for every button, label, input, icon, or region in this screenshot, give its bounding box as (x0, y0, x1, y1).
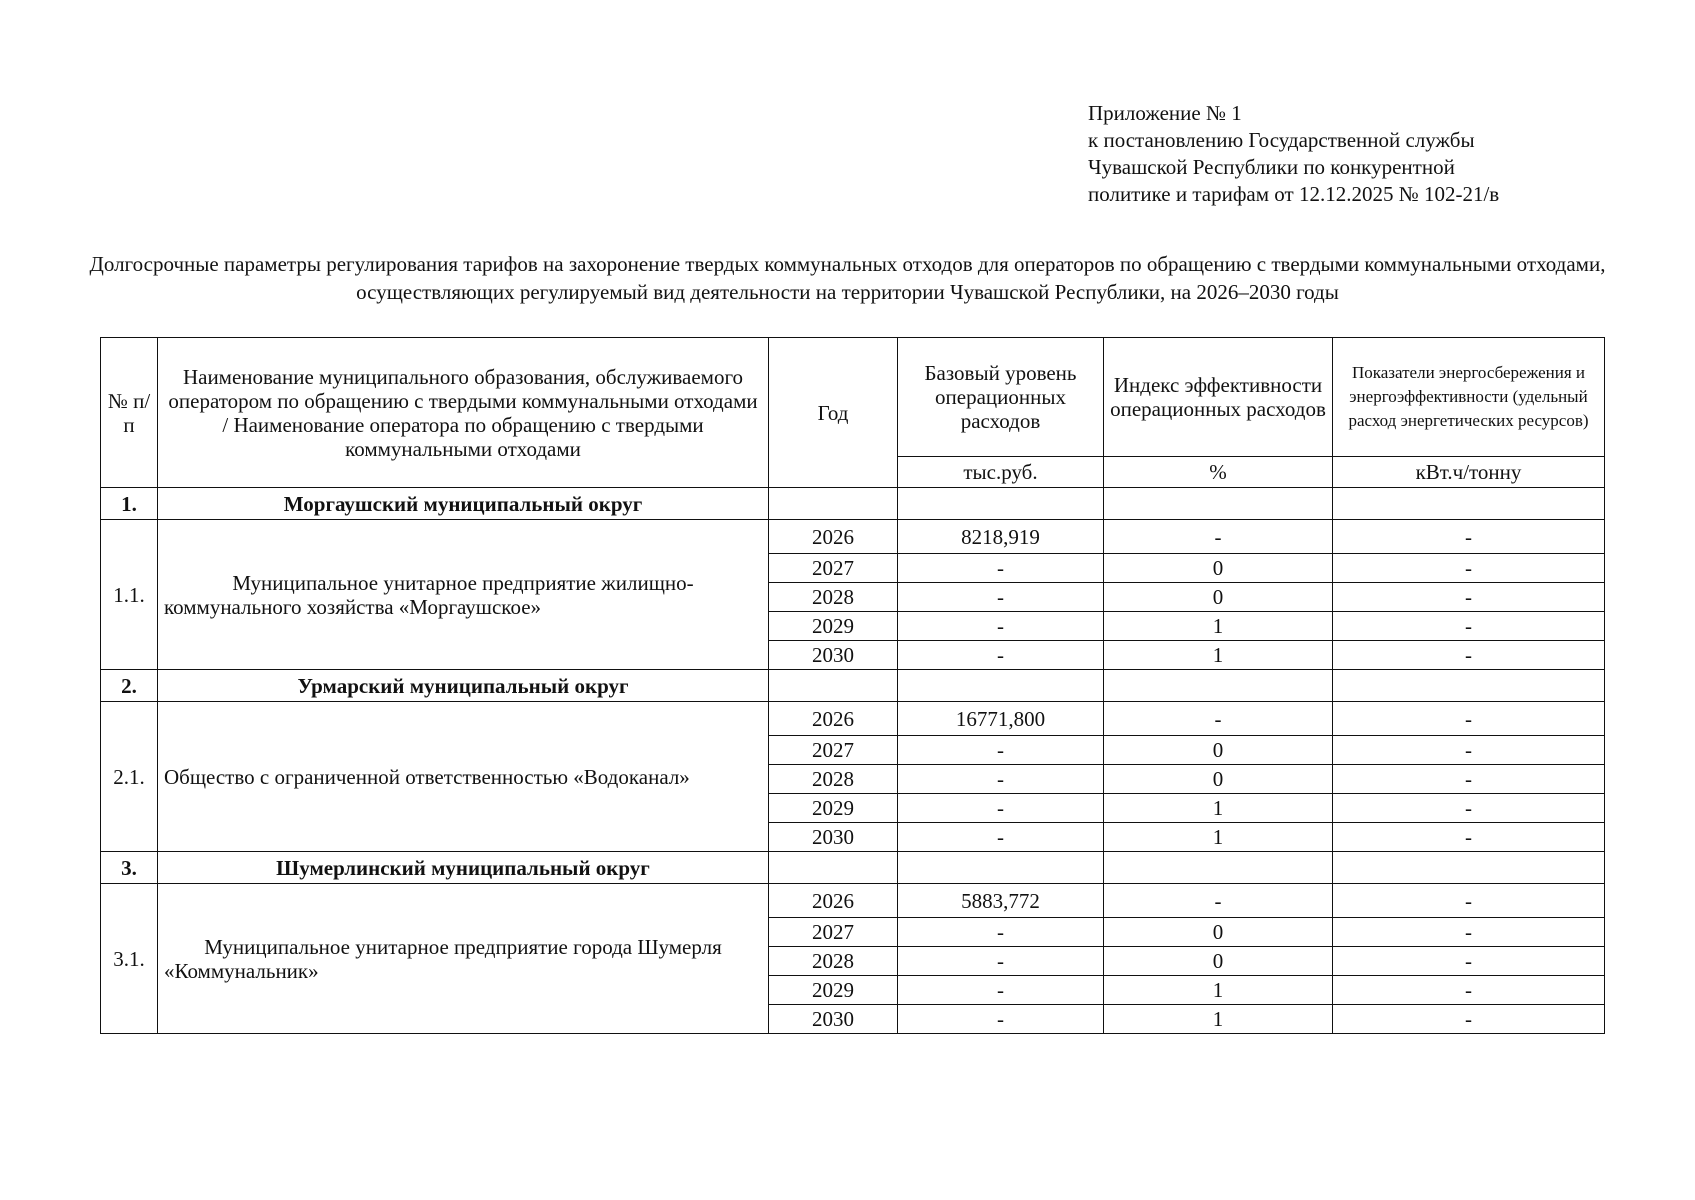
section-row (101, 670, 1605, 702)
section-empty-cell (769, 488, 898, 520)
header-year: Год (769, 338, 898, 488)
year-cell: 2026 (769, 702, 898, 736)
section-empty-cell (769, 852, 898, 884)
section-empty-cell (898, 488, 1104, 520)
subsection-number: 2.1. (101, 702, 158, 852)
base-cost-cell: - (898, 554, 1104, 583)
header-num: № п/п (101, 338, 158, 488)
energy-indicator-cell: - (1333, 736, 1605, 765)
table-row (101, 702, 1605, 736)
appendix-line: политике и тарифам от 12.12.2025 № 102-21/в (1088, 182, 1500, 206)
unit-energy: кВт.ч/тонну (1333, 457, 1605, 488)
year-cell: 2028 (769, 583, 898, 612)
base-cost-cell: - (898, 976, 1104, 1005)
header-base: Базовый уровень операционных расходов (898, 338, 1104, 457)
efficiency-index-cell: - (1104, 884, 1333, 918)
year-cell: 2026 (769, 520, 898, 554)
base-cost-cell: - (898, 918, 1104, 947)
base-cost-cell: 5883,772 (898, 884, 1104, 918)
efficiency-index-cell: 0 (1104, 765, 1333, 794)
base-cost-cell: - (898, 823, 1104, 852)
base-cost-cell: - (898, 1005, 1104, 1034)
energy-indicator-cell: - (1333, 884, 1605, 918)
efficiency-index-cell: 1 (1104, 641, 1333, 670)
base-cost-cell: - (898, 641, 1104, 670)
section-empty-cell (1333, 852, 1605, 884)
section-name: Шумерлинский муниципальный округ (158, 852, 769, 884)
appendix-line: Чувашской Республики по конкурентной (1088, 155, 1455, 179)
energy-indicator-cell: - (1333, 641, 1605, 670)
section-number: 1. (101, 488, 158, 520)
base-cost-cell: 16771,800 (898, 702, 1104, 736)
energy-indicator-cell: - (1333, 554, 1605, 583)
energy-indicator-cell: - (1333, 794, 1605, 823)
base-cost-cell: - (898, 612, 1104, 641)
section-row (101, 488, 1605, 520)
energy-indicator-cell: - (1333, 612, 1605, 641)
header-row (101, 338, 1605, 457)
year-cell: 2027 (769, 554, 898, 583)
appendix-line: к постановлению Государственной службы (1088, 128, 1475, 152)
energy-indicator-cell: - (1333, 520, 1605, 554)
energy-indicator-cell: - (1333, 918, 1605, 947)
operator-name: Муниципальное унитарное предприятие жилищно-коммунального хозяйства «Моргаушское» (158, 520, 769, 670)
year-cell: 2030 (769, 1005, 898, 1034)
operator-name: Муниципальное унитарное предприятие города Шумерля «Коммунальник» (158, 884, 769, 1034)
section-empty-cell (1333, 488, 1605, 520)
section-name: Моргаушский муниципальный округ (158, 488, 769, 520)
appendix-line: Приложение № 1 (1088, 101, 1242, 125)
section-empty-cell (1104, 670, 1333, 702)
operator-name: Общество с ограниченной ответственностью «Водоканал» (158, 702, 769, 852)
table-row (101, 520, 1605, 554)
efficiency-index-cell: 0 (1104, 947, 1333, 976)
base-cost-cell: - (898, 794, 1104, 823)
header-index: Индекс эффективности операционных расходов (1104, 338, 1333, 457)
efficiency-index-cell: - (1104, 520, 1333, 554)
subsection-number: 3.1. (101, 884, 158, 1034)
efficiency-index-cell: 1 (1104, 823, 1333, 852)
year-cell: 2030 (769, 641, 898, 670)
year-cell: 2029 (769, 612, 898, 641)
base-cost-cell: - (898, 583, 1104, 612)
unit-index: % (1104, 457, 1333, 488)
efficiency-index-cell: 1 (1104, 612, 1333, 641)
year-cell: 2028 (769, 765, 898, 794)
energy-indicator-cell: - (1333, 765, 1605, 794)
efficiency-index-cell: 0 (1104, 583, 1333, 612)
year-cell: 2029 (769, 976, 898, 1005)
efficiency-index-cell: 1 (1104, 1005, 1333, 1034)
section-empty-cell (1104, 488, 1333, 520)
section-empty-cell (769, 670, 898, 702)
header-energy: Показатели энергосбережения и энергоэффективности (удельный расход энергетических ресурсов) (1333, 338, 1605, 457)
table-row (101, 884, 1605, 918)
efficiency-index-cell: 1 (1104, 976, 1333, 1005)
year-cell: 2026 (769, 884, 898, 918)
year-cell: 2030 (769, 823, 898, 852)
year-cell: 2027 (769, 918, 898, 947)
section-number: 2. (101, 670, 158, 702)
energy-indicator-cell: - (1333, 702, 1605, 736)
parameters-table (100, 337, 1605, 1034)
section-name: Урмарский муниципальный округ (158, 670, 769, 702)
appendix-block (1088, 100, 1608, 208)
efficiency-index-cell: 0 (1104, 918, 1333, 947)
header-name: Наименование муниципального образования, обслуживаемого оператором по обращению с твердыми коммунальными отходами / Наименование оператора по обращению с твердыми коммунальными отходами (158, 338, 769, 488)
base-cost-cell: 8218,919 (898, 520, 1104, 554)
base-cost-cell: - (898, 765, 1104, 794)
efficiency-index-cell: 1 (1104, 794, 1333, 823)
energy-indicator-cell: - (1333, 823, 1605, 852)
year-cell: 2028 (769, 947, 898, 976)
section-row (101, 852, 1605, 884)
document-title: Долгосрочные параметры регулирования тарифов на захоронение твердых коммунальных отходов для операторов по обращению с твердыми коммунальными отходами, осуществляющих регулируемый вид деятельности на территории Чувашской Республики, на 2026–2030 годы (89, 252, 1606, 304)
year-cell: 2029 (769, 794, 898, 823)
efficiency-index-cell: 0 (1104, 736, 1333, 765)
section-empty-cell (1333, 670, 1605, 702)
efficiency-index-cell: 0 (1104, 554, 1333, 583)
subsection-number: 1.1. (101, 520, 158, 670)
year-cell: 2027 (769, 736, 898, 765)
energy-indicator-cell: - (1333, 583, 1605, 612)
section-empty-cell (898, 670, 1104, 702)
section-number: 3. (101, 852, 158, 884)
energy-indicator-cell: - (1333, 947, 1605, 976)
section-empty-cell (1104, 852, 1333, 884)
energy-indicator-cell: - (1333, 976, 1605, 1005)
base-cost-cell: - (898, 736, 1104, 765)
base-cost-cell: - (898, 947, 1104, 976)
efficiency-index-cell: - (1104, 702, 1333, 736)
unit-base: тыс.руб. (898, 457, 1104, 488)
section-empty-cell (898, 852, 1104, 884)
energy-indicator-cell: - (1333, 1005, 1605, 1034)
